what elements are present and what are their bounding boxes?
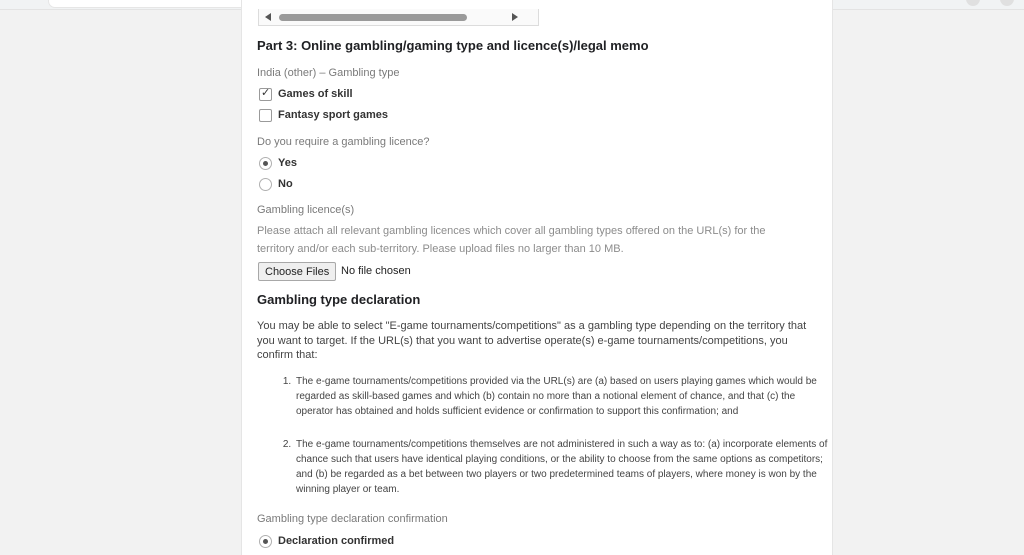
declaration-list xyxy=(278,374,834,515)
declaration-item: 2. The e-game tournaments/competitions themselves are not administered in such a way as to: (a) incorporate elements of chance such that users have identical playing conditions, or the ability to choose from the same options as competitors; and (b) be regarded as a bet between two players or two predetermined teams of players, where money is won by the winning player or team. xyxy=(294,437,834,497)
declaration-confirmed-radio[interactable] xyxy=(259,535,272,548)
licence-upload-label: Gambling licence(s) xyxy=(257,204,355,216)
licence-question-label: Do you require a gambling licence? xyxy=(257,136,430,148)
licence-yes-radio[interactable] xyxy=(259,157,272,170)
section-title: Part 3: Online gambling/gaming type and licence(s)/legal memo xyxy=(257,38,649,53)
choose-files-button[interactable]: Choose Files xyxy=(258,262,336,281)
extension-icon[interactable] xyxy=(966,0,980,6)
fantasy-sport-games-label: Fantasy sport games xyxy=(278,109,389,121)
radio-selected-dot xyxy=(263,539,268,544)
profile-avatar[interactable] xyxy=(1000,0,1014,6)
games-of-skill-label: Games of skill xyxy=(278,88,353,100)
horizontal-scrollbar[interactable] xyxy=(258,9,539,26)
scroll-right-icon[interactable] xyxy=(512,13,518,21)
licence-upload-help: Please attach all relevant gambling licences which cover all gambling types offered on the URL(s) for the territory and/or each sub-territory. Please upload files no larger than 10 MB. xyxy=(257,225,766,255)
scroll-left-icon[interactable] xyxy=(265,13,271,21)
checkmark-icon: ✓ xyxy=(261,87,271,99)
radio-selected-dot xyxy=(263,161,268,166)
declaration-item: 1. The e-game tournaments/competitions provided via the URL(s) are (a) based on users playing games which would be regarded as skill-based games and which (b) contain no more than a notional element of chance, and that (c) the operator has obtained and holds sufficient evidence or confirmation to support this confirmation; and xyxy=(294,374,834,419)
confirmation-label: Gambling type declaration confirmation xyxy=(257,513,448,525)
file-status: No file chosen xyxy=(341,265,411,277)
declaration-intro: You may be able to select "E-game tournaments/competitions" as a gambling type depending on the territory that you want to target. If the URL(s) that you want to advertise operate(s) e-game tournaments/competitions, you confirm that: xyxy=(257,320,807,362)
gambling-type-label: India (other) – Gambling type xyxy=(257,67,400,79)
scrollbar-thumb[interactable] xyxy=(279,14,467,21)
licence-yes-label: Yes xyxy=(278,157,297,169)
declaration-title: Gambling type declaration xyxy=(257,292,421,307)
licence-no-label: No xyxy=(278,178,293,190)
fantasy-sport-games-checkbox[interactable] xyxy=(259,109,272,122)
declaration-confirmed-label: Declaration confirmed xyxy=(278,535,395,547)
form-panel xyxy=(241,0,833,555)
games-of-skill-checkbox[interactable] xyxy=(259,88,272,101)
licence-no-radio[interactable] xyxy=(259,178,272,191)
